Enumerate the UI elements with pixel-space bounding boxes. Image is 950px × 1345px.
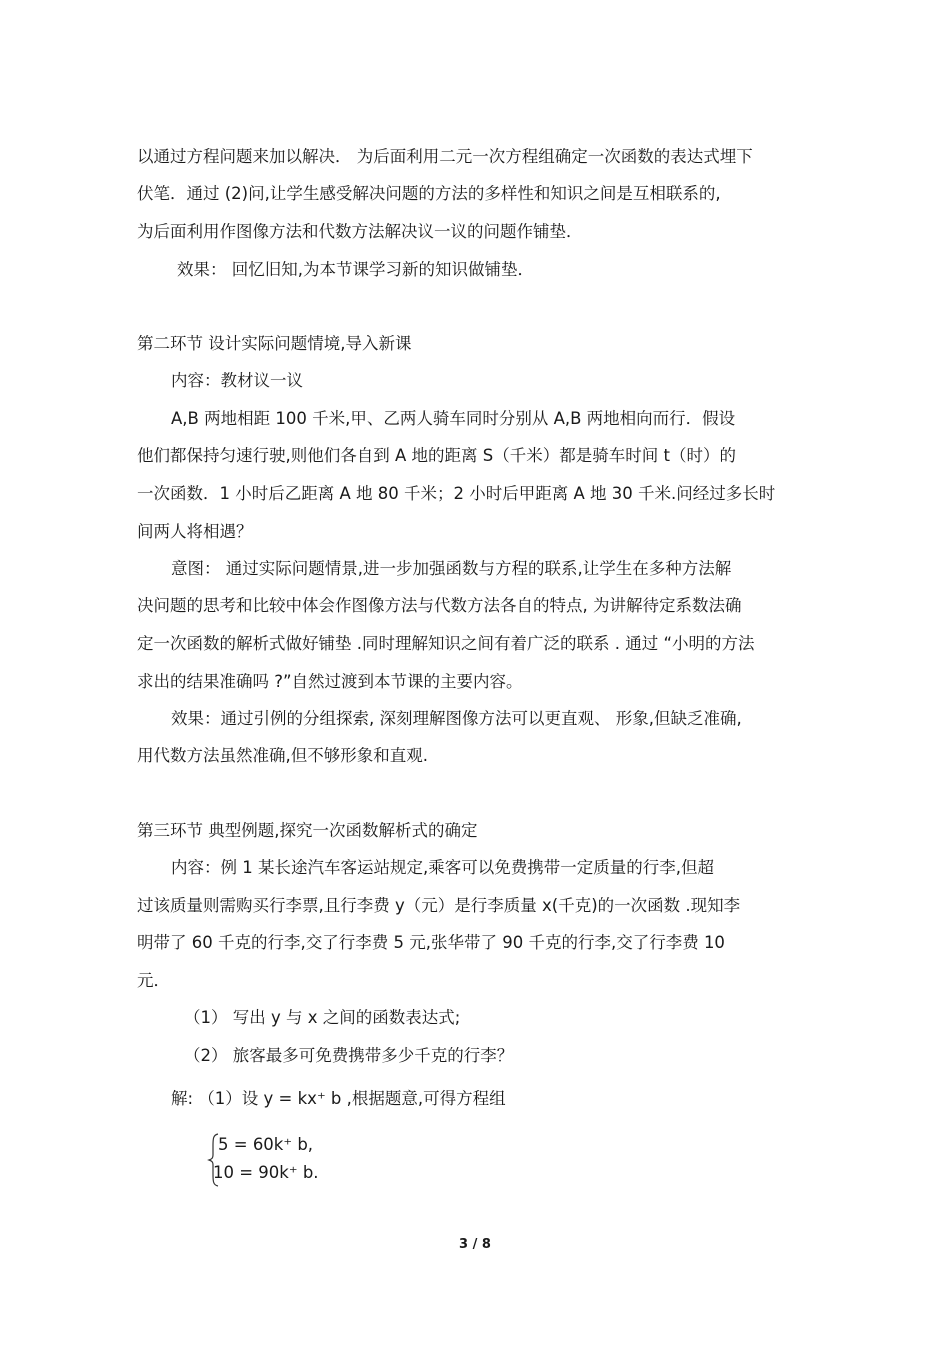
- text-line: 明带了 60 千克的行李,交了行李费 5 元,张华带了 90 千克的行李,交了行李费 10: [137, 933, 725, 952]
- text-line: 他们都保持匀速行驶,则他们各自到 A 地的距离 S（千米）都是骑车时间 t（时）的: [137, 446, 736, 465]
- equation-line: 10 = 90k⁺ b.: [213, 1163, 319, 1182]
- text-line: 为后面利用作图像方法和代数方法解决议一议的问题作铺垫．: [137, 222, 583, 241]
- text-line: 求出的结果准确吗 ?”自然过渡到本节课的主要内容。: [137, 672, 523, 691]
- text-line: 以通过方程问题来加以解决． 为后面利用二元一次方程组确定一次函数的表达式埋下: [137, 147, 753, 166]
- text-line: 内容：教材议一议: [171, 371, 303, 390]
- text-line: A,B 两地相距 100 千米,甲、乙两人骑车同时分别从 A,B 两地相向而行．假设: [171, 409, 736, 428]
- text-line: 一次函数．1 小时后乙距离 A 地 80 千米；2 小时后甲距离 A 地 30 千米.问经过多长时: [137, 484, 776, 503]
- text-line: 伏笔．通过 (2)问,让学生感受解决问题的方法的多样性和知识之间是互相联系的,: [137, 184, 721, 203]
- text-line: 内容：例 1 某长途汽车客运站规定,乘客可以免费携带一定质量的行李,但超: [171, 858, 714, 877]
- text-line: 间两人将相遇？: [137, 522, 253, 541]
- text-line: 效果：通过引例的分组探索, 深刻理解图像方法可以更直观、 形象,但缺乏准确,: [171, 709, 742, 728]
- text-line: 决问题的思考和比较中体会作图像方法与代数方法各自的特点, 为讲解待定系数法确: [137, 596, 742, 615]
- text-line: 过该质量则需购买行李票,且行李费 y（元）是行李质量 x(千克)的一次函数 .现知李: [137, 896, 741, 915]
- solution-line: 解: （1）设 y = kx⁺ b ,根据题意,可得方程组: [171, 1089, 506, 1108]
- page-number: 3 / 8: [459, 1237, 491, 1252]
- text-line: 意图： 通过实际问题情景,进一步加强函数与方程的联系,让学生在多种方法解: [171, 559, 732, 578]
- text-line: 效果： 回忆旧知,为本节课学习新的知识做铺垫．: [177, 260, 534, 279]
- text-line: 定一次函数的解析式做好铺垫 .同时理解知识之间有着广泛的联系 . 通过 “小明的方法: [137, 634, 755, 653]
- question-item: （2） 旅客最多可免费携带多少千克的行李？: [184, 1046, 514, 1065]
- equation-line: 5 = 60k⁺ b,: [218, 1135, 314, 1154]
- section-heading: 第三环节 典型例题,探究一次函数解析式的确定: [137, 821, 478, 840]
- section-heading: 第二环节 设计实际问题情境,导入新课: [137, 334, 412, 353]
- text-line: 元．: [137, 971, 170, 990]
- text-line: 用代数方法虽然准确,但不够形象和直观.: [137, 746, 428, 765]
- equation-system: [207, 1133, 347, 1189]
- question-item: （1） 写出 y 与 x 之间的函数表达式;: [184, 1008, 461, 1027]
